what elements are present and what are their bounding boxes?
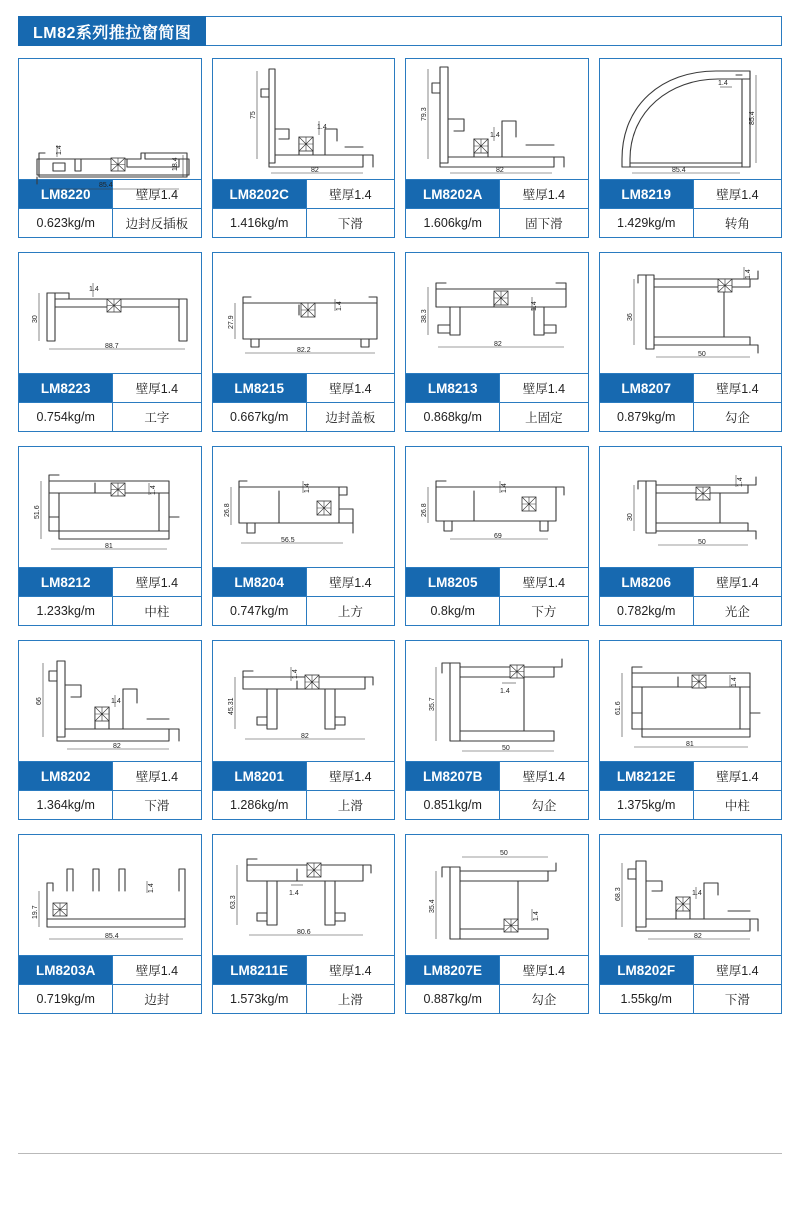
profile-drawing bbox=[213, 447, 395, 567]
dim-text: 61.6 bbox=[614, 701, 622, 715]
weight-row bbox=[19, 984, 201, 1013]
profile-drawing bbox=[600, 641, 782, 761]
dim-text: 80.6 bbox=[296, 929, 311, 936]
code-row bbox=[600, 179, 782, 208]
dim-text: 26.8 bbox=[223, 503, 231, 517]
profile-usage: 下滑 bbox=[144, 799, 170, 813]
profile-code: LM8201 bbox=[213, 762, 307, 790]
profile-drawing bbox=[19, 447, 201, 567]
dim-text: 1.4 bbox=[490, 132, 500, 139]
code-row bbox=[213, 179, 395, 208]
profile-weight: 1.233kg/m bbox=[19, 597, 113, 625]
dim-text: 1.4 bbox=[316, 124, 327, 131]
profile-code: LM8206 bbox=[600, 568, 694, 596]
dim-text: 1.4 bbox=[744, 269, 752, 279]
profile-card[interactable] bbox=[212, 446, 396, 626]
dim-text: 1.4 bbox=[500, 688, 510, 695]
dim-text: 79.3 bbox=[421, 107, 428, 121]
code-row bbox=[406, 761, 588, 790]
profile-usage: 边封盖板 bbox=[325, 411, 376, 425]
profile-drawing bbox=[600, 447, 782, 567]
profile-usage: 转角 bbox=[724, 217, 750, 231]
profile-weight: 1.606kg/m bbox=[406, 209, 500, 237]
profile-thickness: 壁厚1.4 bbox=[522, 382, 566, 396]
profile-code: LM8220 bbox=[19, 180, 113, 208]
profile-thickness: 壁厚1.4 bbox=[329, 188, 372, 202]
profile-card[interactable] bbox=[18, 446, 202, 626]
dim-text: 85.4 bbox=[671, 167, 686, 174]
profile-code: LM8219 bbox=[600, 180, 694, 208]
profile-code: LM8212E bbox=[600, 762, 694, 790]
dim-text: 63.3 bbox=[229, 895, 237, 909]
profile-drawing bbox=[406, 835, 588, 955]
profile-weight: 1.55kg/m bbox=[600, 985, 694, 1013]
profile-thickness: 壁厚1.4 bbox=[329, 770, 372, 784]
profile-thickness: 壁厚1.4 bbox=[135, 382, 179, 396]
profile-usage: 上滑 bbox=[337, 799, 363, 813]
dim-text: 1.4 bbox=[736, 477, 744, 487]
weight-row bbox=[19, 208, 201, 237]
dim-text: 1.4 bbox=[717, 80, 728, 87]
dim-text: 66 bbox=[36, 697, 43, 705]
profile-grid bbox=[18, 58, 782, 1014]
dim-text: 1.4 bbox=[148, 883, 155, 893]
dim-text: 50 bbox=[500, 850, 508, 857]
profile-card[interactable] bbox=[405, 834, 589, 1014]
profile-code: LM8211E bbox=[213, 956, 307, 984]
profile-drawing bbox=[406, 447, 588, 567]
profile-usage: 中柱 bbox=[724, 799, 750, 813]
code-row bbox=[19, 761, 201, 790]
profile-usage: 光企 bbox=[724, 605, 750, 619]
weight-row bbox=[600, 208, 782, 237]
profile-weight: 0.719kg/m bbox=[19, 985, 113, 1013]
code-row bbox=[213, 955, 395, 984]
dim-text: 26.8 bbox=[421, 503, 428, 517]
profile-usage: 工字 bbox=[144, 411, 170, 425]
profile-drawing bbox=[213, 253, 395, 373]
profile-code: LM8207B bbox=[406, 762, 500, 790]
dim-text: 68.3 bbox=[614, 887, 622, 901]
profile-thickness: 壁厚1.4 bbox=[522, 188, 566, 202]
dim-text: 1.4 bbox=[56, 145, 63, 155]
profile-weight: 0.879kg/m bbox=[600, 403, 694, 431]
profile-usage: 固下滑 bbox=[525, 217, 563, 231]
dim-text: 82 bbox=[494, 341, 502, 348]
code-row bbox=[600, 761, 782, 790]
profile-card[interactable] bbox=[599, 252, 783, 432]
profile-usage: 下方 bbox=[531, 605, 557, 619]
weight-row bbox=[19, 790, 201, 819]
dim-text: 1.4 bbox=[335, 301, 343, 311]
profile-thickness: 壁厚1.4 bbox=[716, 188, 759, 202]
profile-card[interactable] bbox=[599, 640, 783, 820]
code-row bbox=[19, 567, 201, 596]
profile-drawing bbox=[600, 59, 782, 179]
profile-usage: 勾企 bbox=[724, 411, 750, 425]
profile-code: LM8213 bbox=[406, 374, 500, 402]
dim-text: 85.4 bbox=[105, 933, 119, 940]
profile-thickness: 壁厚1.4 bbox=[716, 576, 759, 590]
profile-drawing bbox=[19, 59, 201, 189]
profile-usage: 勾企 bbox=[531, 993, 557, 1007]
profile-drawing bbox=[19, 253, 201, 373]
profile-card[interactable] bbox=[599, 834, 783, 1014]
profile-weight: 0.8kg/m bbox=[406, 597, 500, 625]
profile-usage: 勾企 bbox=[531, 799, 557, 813]
profile-weight: 1.286kg/m bbox=[213, 791, 307, 819]
weight-row bbox=[406, 402, 588, 431]
profile-drawing bbox=[213, 835, 395, 955]
code-row bbox=[19, 955, 201, 984]
weight-row bbox=[600, 790, 782, 819]
dim-text: 1.4 bbox=[691, 890, 702, 897]
profile-weight: 1.573kg/m bbox=[213, 985, 307, 1013]
profile-card[interactable] bbox=[18, 252, 202, 432]
profile-weight: 0.747kg/m bbox=[213, 597, 307, 625]
profile-weight: 0.782kg/m bbox=[600, 597, 694, 625]
weight-row bbox=[406, 984, 588, 1013]
profile-card[interactable] bbox=[405, 640, 589, 820]
profile-code: LM8207E bbox=[406, 956, 500, 984]
profile-usage: 边封 bbox=[144, 993, 170, 1007]
code-row bbox=[600, 955, 782, 984]
page-title-bar bbox=[18, 16, 782, 46]
profile-code: LM8202C bbox=[213, 180, 307, 208]
profile-card[interactable] bbox=[212, 58, 396, 238]
profile-drawing bbox=[406, 59, 588, 179]
profile-weight: 1.375kg/m bbox=[600, 791, 694, 819]
profile-code: LM8203A bbox=[19, 956, 113, 984]
dim-text: 1.4 bbox=[111, 698, 121, 705]
dim-text: 75 bbox=[249, 111, 257, 119]
code-row bbox=[213, 373, 395, 402]
profile-code: LM8212 bbox=[19, 568, 113, 596]
weight-row bbox=[213, 790, 395, 819]
code-row bbox=[213, 761, 395, 790]
profile-drawing bbox=[406, 641, 588, 761]
dim-text: 1.4 bbox=[291, 669, 299, 679]
catalog-page bbox=[0, 16, 800, 1216]
weight-row bbox=[213, 402, 395, 431]
dim-text: 81 bbox=[685, 741, 694, 748]
dim-text: 1.4 bbox=[533, 911, 540, 921]
profile-thickness: 壁厚1.4 bbox=[522, 770, 566, 784]
profile-thickness: 壁厚1.4 bbox=[716, 770, 759, 784]
profile-usage: 下滑 bbox=[724, 993, 750, 1007]
code-row bbox=[406, 955, 588, 984]
title-filler bbox=[206, 16, 782, 46]
code-row bbox=[406, 567, 588, 596]
dim-text: 51.6 bbox=[34, 505, 41, 519]
profile-card[interactable] bbox=[405, 446, 589, 626]
profile-drawing bbox=[19, 835, 201, 955]
dim-text: 30 bbox=[32, 315, 39, 323]
profile-drawing bbox=[406, 253, 588, 373]
profile-weight: 1.364kg/m bbox=[19, 791, 113, 819]
profile-usage: 下滑 bbox=[337, 217, 363, 231]
dim-text: 50 bbox=[697, 351, 706, 358]
dim-text: 38.3 bbox=[421, 309, 428, 323]
dim-text: 27.9 bbox=[227, 315, 235, 329]
profile-card[interactable] bbox=[212, 834, 396, 1014]
profile-thickness: 壁厚1.4 bbox=[135, 188, 179, 202]
weight-row bbox=[213, 208, 395, 237]
dim-text: 35.7 bbox=[429, 697, 436, 711]
profile-weight: 1.429kg/m bbox=[600, 209, 694, 237]
profile-code: LM8207 bbox=[600, 374, 694, 402]
weight-row bbox=[213, 984, 395, 1013]
profile-usage: 中柱 bbox=[144, 605, 170, 619]
code-row bbox=[600, 567, 782, 596]
profile-thickness: 壁厚1.4 bbox=[329, 382, 372, 396]
profile-card[interactable] bbox=[405, 58, 589, 238]
dim-text: 69 bbox=[494, 533, 502, 540]
profile-weight: 0.868kg/m bbox=[406, 403, 500, 431]
profile-usage: 上滑 bbox=[337, 993, 363, 1007]
weight-row bbox=[406, 790, 588, 819]
profile-card[interactable] bbox=[405, 252, 589, 432]
code-row bbox=[19, 373, 201, 402]
profile-thickness: 壁厚1.4 bbox=[716, 964, 759, 978]
profile-card[interactable] bbox=[18, 834, 202, 1014]
dim-text: 85.4 bbox=[99, 182, 113, 189]
profile-code: LM8205 bbox=[406, 568, 500, 596]
dim-text: 1.4 bbox=[501, 483, 508, 493]
profile-drawing bbox=[600, 253, 782, 373]
dim-text: 30 bbox=[626, 513, 634, 521]
profile-thickness: 壁厚1.4 bbox=[522, 576, 566, 590]
profile-code: LM8215 bbox=[213, 374, 307, 402]
dim-text: 82 bbox=[300, 733, 309, 740]
dim-text: 85.4 bbox=[748, 111, 756, 125]
code-row bbox=[406, 373, 588, 402]
dim-text: 1.4 bbox=[531, 301, 538, 311]
profile-usage: 上固定 bbox=[525, 411, 563, 425]
profile-code: LM8202A bbox=[406, 180, 500, 208]
profile-thickness: 壁厚1.4 bbox=[329, 964, 372, 978]
profile-usage: 边封反插板 bbox=[125, 217, 189, 231]
profile-card[interactable] bbox=[599, 446, 783, 626]
profile-thickness: 壁厚1.4 bbox=[329, 576, 372, 590]
profile-card[interactable] bbox=[18, 640, 202, 820]
profile-code: LM8204 bbox=[213, 568, 307, 596]
dim-text: 50 bbox=[697, 539, 706, 546]
weight-row bbox=[406, 596, 588, 625]
profile-code: LM8223 bbox=[19, 374, 113, 402]
dim-text: 1.4 bbox=[89, 286, 99, 293]
profile-thickness: 壁厚1.4 bbox=[135, 770, 179, 784]
weight-row bbox=[600, 596, 782, 625]
profile-card[interactable] bbox=[212, 640, 396, 820]
code-row bbox=[600, 373, 782, 402]
profile-thickness: 壁厚1.4 bbox=[135, 576, 179, 590]
profile-thickness: 壁厚1.4 bbox=[522, 964, 566, 978]
profile-drawing bbox=[213, 641, 395, 761]
profile-weight: 0.623kg/m bbox=[19, 209, 113, 237]
code-row bbox=[406, 179, 588, 208]
profile-code: LM8202F bbox=[600, 956, 694, 984]
weight-row bbox=[600, 984, 782, 1013]
dim-text: 88.7 bbox=[105, 343, 119, 350]
profile-drawing bbox=[600, 835, 782, 955]
profile-card[interactable] bbox=[599, 58, 783, 238]
dim-text: 1.4 bbox=[150, 485, 157, 495]
dim-text: 82 bbox=[496, 167, 504, 174]
weight-row bbox=[19, 402, 201, 431]
weight-row bbox=[19, 596, 201, 625]
dim-text: 82 bbox=[113, 743, 121, 750]
dim-text: 81 bbox=[105, 543, 113, 550]
dim-text: 82 bbox=[693, 933, 702, 940]
weight-row bbox=[406, 208, 588, 237]
profile-weight: 0.667kg/m bbox=[213, 403, 307, 431]
weight-row bbox=[600, 402, 782, 431]
dim-text: 18.4 bbox=[172, 157, 179, 171]
page-title: LM82系列推拉窗简图 bbox=[18, 16, 206, 46]
profile-drawing bbox=[19, 641, 201, 761]
profile-card[interactable] bbox=[212, 252, 396, 432]
profile-weight: 0.887kg/m bbox=[406, 985, 500, 1013]
profile-card[interactable] bbox=[18, 58, 202, 238]
dim-text: 82.2 bbox=[296, 347, 311, 354]
profile-weight: 0.851kg/m bbox=[406, 791, 500, 819]
profile-drawing bbox=[213, 59, 395, 179]
footer-divider bbox=[18, 1153, 782, 1154]
dim-text: 50 bbox=[502, 745, 510, 752]
profile-usage: 上方 bbox=[337, 605, 363, 619]
dim-text: 45.31 bbox=[227, 697, 235, 715]
dim-text: 35.4 bbox=[429, 899, 436, 913]
dim-text: 19.7 bbox=[32, 905, 39, 919]
dim-text: 1.4 bbox=[303, 483, 311, 493]
code-row bbox=[213, 567, 395, 596]
profile-weight: 1.416kg/m bbox=[213, 209, 307, 237]
dim-text: 36 bbox=[626, 313, 634, 321]
profile-code: LM8202 bbox=[19, 762, 113, 790]
profile-weight: 0.754kg/m bbox=[19, 403, 113, 431]
dim-text: 56.5 bbox=[280, 537, 295, 544]
profile-thickness: 壁厚1.4 bbox=[135, 964, 179, 978]
weight-row bbox=[213, 596, 395, 625]
dim-text: 1.4 bbox=[288, 890, 299, 897]
dim-text: 82 bbox=[310, 167, 319, 174]
profile-thickness: 壁厚1.4 bbox=[716, 382, 759, 396]
dim-text: 1.4 bbox=[730, 677, 738, 687]
